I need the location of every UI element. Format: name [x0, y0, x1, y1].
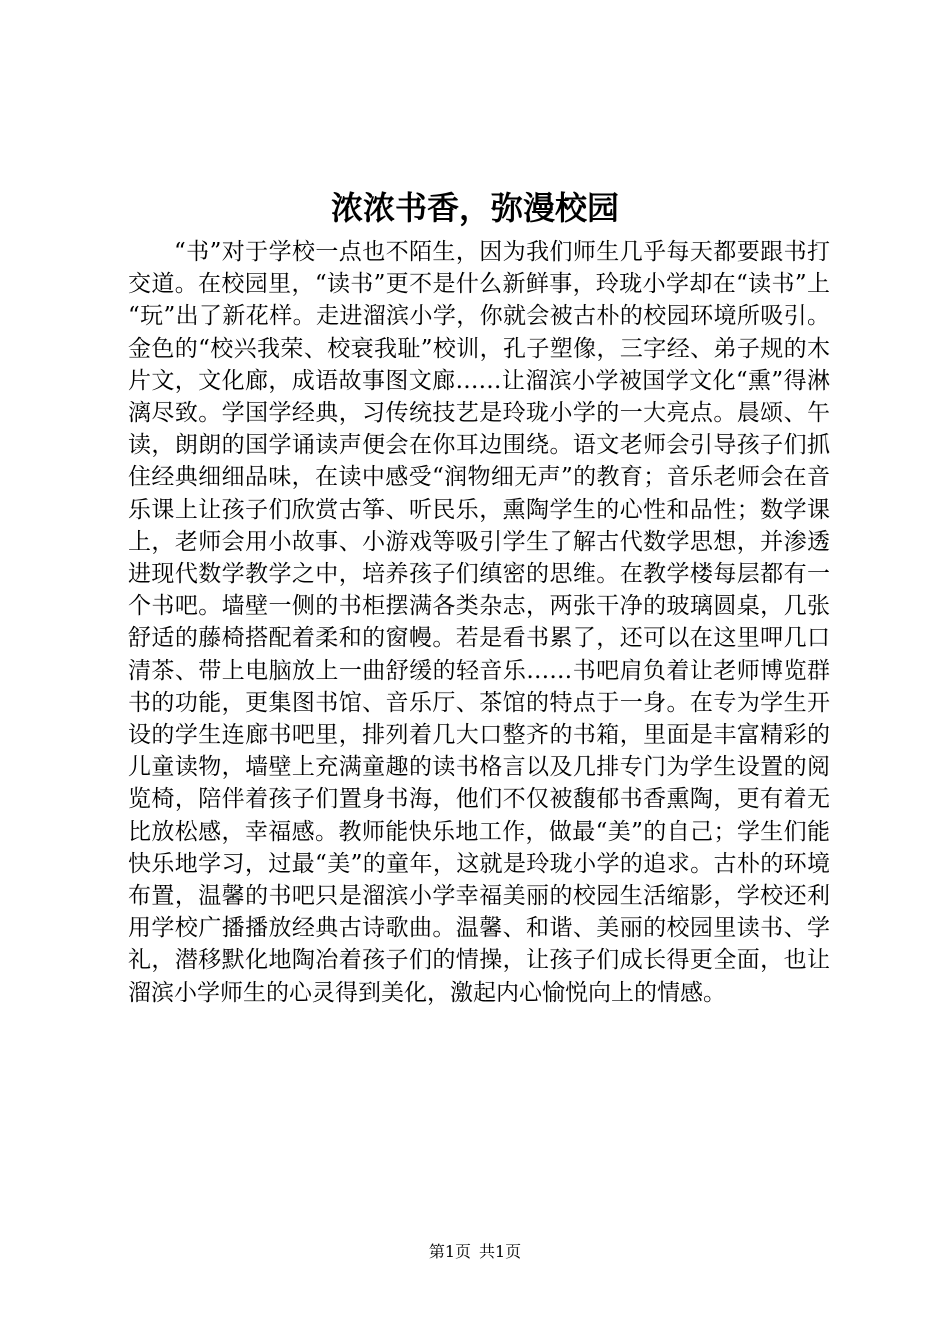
page-number-current: 第1页 [428, 1242, 471, 1261]
document-title: 浓浓书香，弥漫校园 [330, 189, 619, 227]
document-body-paragraph: “书”对于学校一点也不陌生，因为我们师生几乎每天都要跟书打交道。在校园里，“读书”更不是什么新鲜事，玲珑小学却在“读书”上“玩”出了新花样。走进溜滨小学，你就会被古朴的校园环境所吸引。金色的“校兴我荣、校衰我耻”校训，孔子塑像，三字经、弟子规的木片文，文化廊，成语故事图文廊……让溜滨小学被国学文化“熏”得淋漓尽致。学国学经典，习传统技艺是玲珑小学的一大亮点。晨颂、午读，朗朗的国学诵读声便会在你耳边围绕。语文老师会引导孩子们抓住经典细细品味，在读中感受“润物细无声”的教育；音乐老师会在音乐课上让孩子们欣赏古筝、听民乐，熏陶学生的心性和品性；数学课上，老师会用小故事、小游戏等吸引学生了解古代数学思想，并渗透进现代数学教学之中，培养孩子们缜密的思维。在教学楼每层都有一个书吧。墙壁一侧的书柜摆满各类杂志，两张干净的玻璃圆桌，几张舒适的藤椅搭配着柔和的窗幔。若是看书累了，还可以在这里呷几口清茶、带上电脑放上一曲舒缓的轻音乐……书吧肩负着让老师博览群书的功能，更集图书馆、音乐厅、茶馆的特点于一身。在专为学生开设的学生连廊书吧里，排列着几大口整齐的书箱，里面是丰富精彩的儿童读物，墙壁上充满童趣的读书格言以及几排专门为学生设置的阅览椅，陪伴着孩子们置身书海，他们不仅被馥郁书香熏陶，更有着无比放松感，幸福感。教师能快乐地工作，做最“美”的自己；学生们能快乐地学习，过最“美”的童年，这就是玲珑小学的追求。古朴的环境布置，温馨的书吧只是溜滨小学幸福美丽的校园生活缩影，学校还利用学校广播播放经典古诗歌曲。温馨、和谐、美丽的校园里读书、学礼，潜移默化地陶冶着孩子们的情操，让孩子们成长得更全面，也让溜滨小学师生的心灵得到美化，激起内心愉悦向上的情感。 [128, 239, 830, 1006]
page-number-total: 共1页 [479, 1242, 522, 1261]
page-footer [0, 1241, 950, 1263]
